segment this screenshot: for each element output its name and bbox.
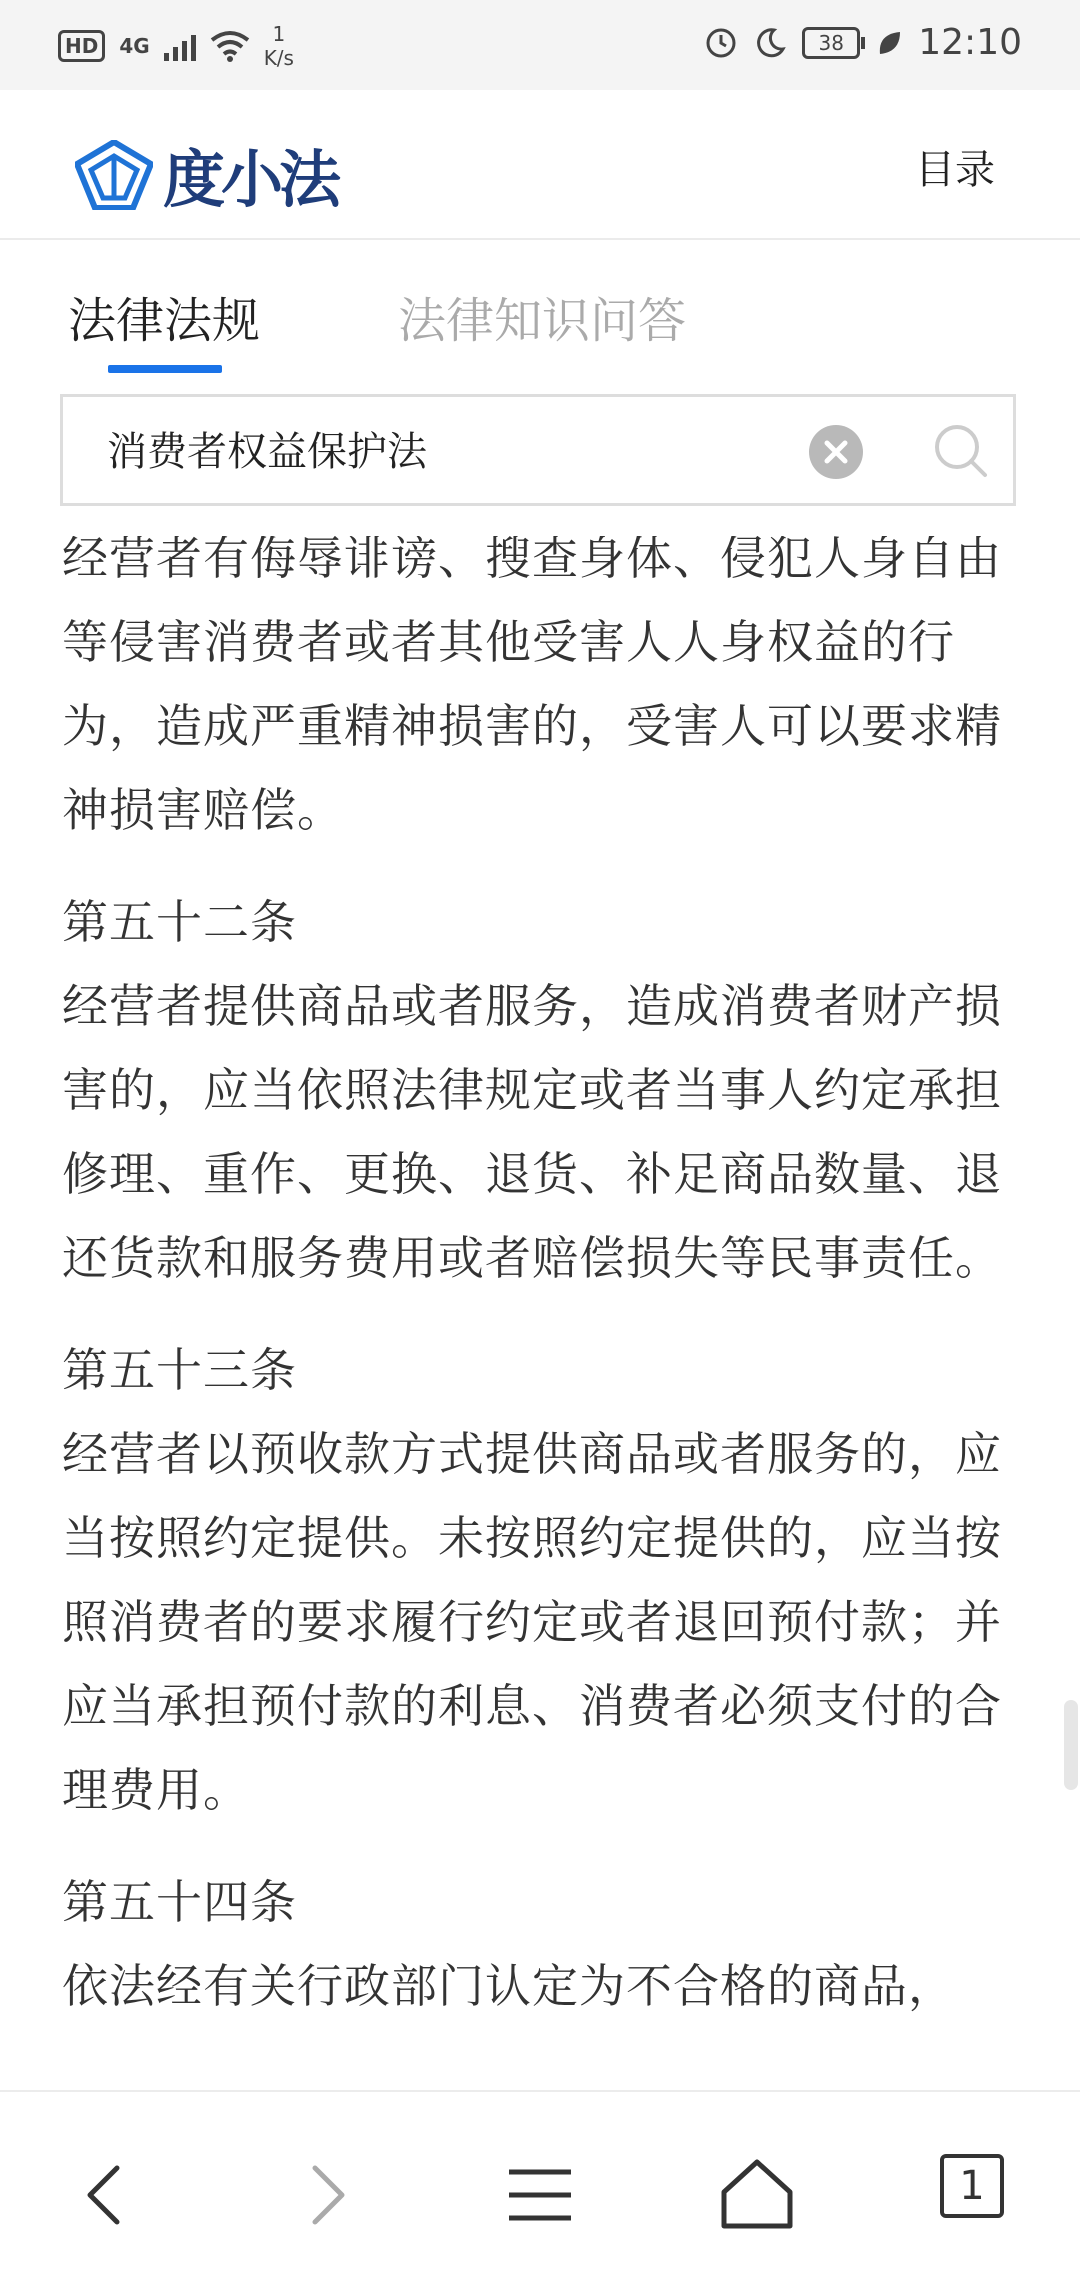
home-icon [712, 2150, 802, 2240]
tab-laws[interactable]: 法律法规 [68, 293, 261, 349]
search-input[interactable] [107, 425, 807, 471]
app-header [0, 90, 1080, 240]
menu-button[interactable] [495, 2150, 585, 2240]
status-right [704, 22, 1022, 63]
article-text: 经营者提供商品或者服务，造成消费者财产损害的，应当依照法律规定或者当事人约定承担修理、重作、更换、退货、补足商品数量、退还货款和服务费用或者赔偿损失等民事责任。 [62, 979, 1002, 1285]
network-type: 4G [119, 34, 150, 58]
article-text: 经营者有侮辱诽谤、搜查身体、侵犯人身自由等侵害消费者或者其他受害人人身权益的行为，造成严重精神损害的，受害人可以要求精神损害赔偿。 [62, 536, 1002, 837]
tab-legal-qa[interactable]: 法律知识问答 [398, 293, 687, 349]
article-title: 第五十三条 [62, 1343, 297, 1397]
tabs-count-button[interactable]: 1 [940, 2154, 1004, 2218]
battery-icon: 38 [802, 27, 860, 59]
leaf-icon [876, 28, 902, 58]
catalog-button[interactable]: 目录 [915, 147, 995, 193]
forward-button[interactable] [280, 2150, 370, 2240]
close-icon [809, 425, 863, 479]
clear-button[interactable] [809, 425, 863, 479]
back-button[interactable] [62, 2150, 152, 2240]
signal-icon [164, 31, 196, 61]
category-tabs [0, 240, 1080, 380]
logo[interactable] [75, 130, 337, 219]
menu-icon [495, 2150, 585, 2240]
speed-value: 1 [272, 22, 286, 46]
chevron-left-icon [62, 2150, 152, 2240]
home-button[interactable] [712, 2150, 802, 2240]
moon-icon [754, 27, 786, 59]
article-text: 经营者以预收款方式提供商品或者服务的，应当按照约定提供。未按照约定提供的，应当按照消费者的要求履行约定或者退回预付款；并应当承担预付款的利息、消费者必须支付的合理费用。 [62, 1427, 1002, 1817]
article-text: 依法经有关行政部门认定为不合格的商品， [62, 1959, 955, 2013]
search-bar [60, 394, 1016, 506]
clock: 12:10 [918, 22, 1022, 63]
status-left [58, 22, 294, 70]
search-button[interactable] [931, 421, 991, 481]
speed-unit: K/s [263, 46, 294, 70]
active-tab-indicator [108, 365, 222, 373]
scrollbar-thumb[interactable] [1064, 1700, 1078, 1790]
logo-text: 度小法 [163, 143, 338, 216]
alarm-icon [704, 26, 738, 60]
law-content[interactable] [0, 536, 1080, 2090]
article-title: 第五十二条 [62, 895, 297, 949]
search-icon [931, 421, 991, 481]
browser-bottom-nav [0, 2090, 1080, 2282]
network-speed [264, 22, 294, 70]
status-bar [0, 0, 1080, 90]
chevron-right-icon [280, 2150, 370, 2240]
hd-indicator: HD [58, 30, 105, 62]
logo-emblem-icon [75, 140, 153, 210]
wifi-icon [210, 30, 250, 62]
article-title: 第五十四条 [62, 1875, 297, 1929]
law-articles [62, 536, 1002, 2028]
